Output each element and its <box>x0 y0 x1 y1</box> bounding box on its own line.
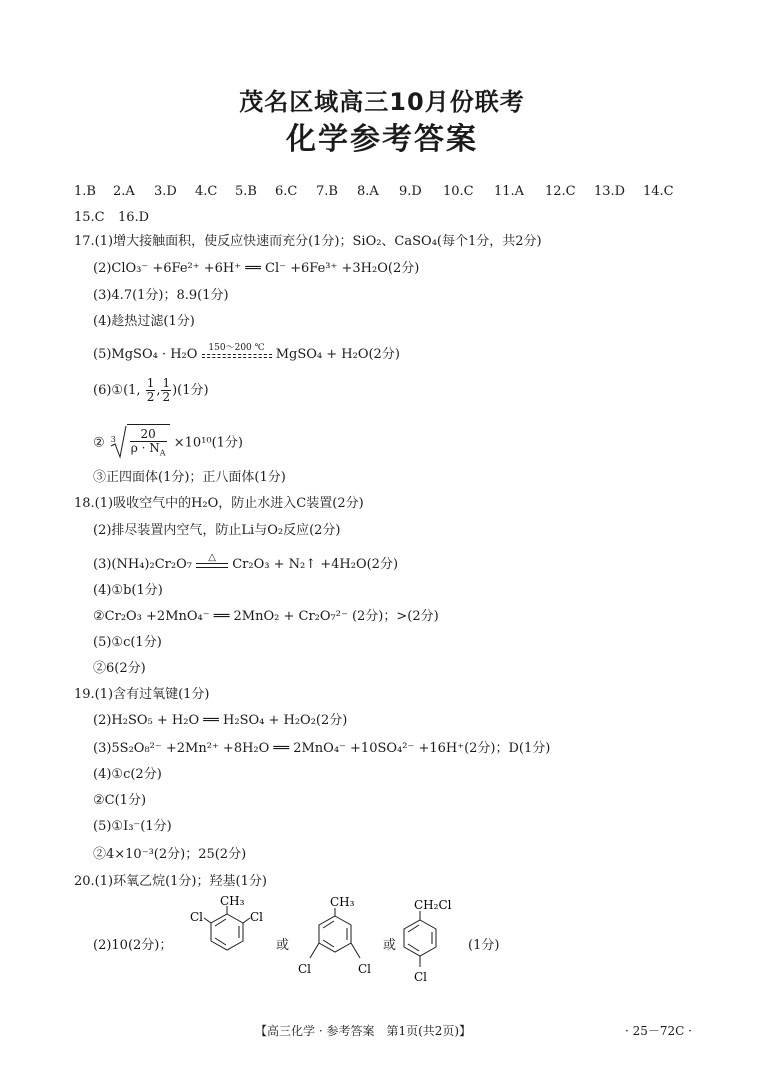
svg-text:CH₃: CH₃ <box>330 896 355 909</box>
choice-answer: 12.C <box>545 184 576 199</box>
q19-line2: (2)H₂SO₅ + H₂O ══ H₂SO₄ + H₂O₂(2分) <box>93 713 348 728</box>
footer-page-info: 【高三化学 · 参考答案 第1页(共2页)】 <box>255 1024 472 1038</box>
choice-answer: 3.D <box>154 184 177 199</box>
svg-text:Cl: Cl <box>298 962 312 976</box>
svg-text:Cl: Cl <box>250 910 264 924</box>
q19-line3: (3)5S₂O₈²⁻ +2Mn²⁺ +8H₂O ══ 2MnO₄⁻ +10SO₄²⁻ +16H⁺(2分)；D(1分) <box>93 741 551 756</box>
half-fraction: $\frac{1}{2}$ <box>162 376 171 404</box>
choice-answer: 2.A <box>113 184 135 199</box>
svg-text:Cl: Cl <box>190 910 204 924</box>
page-subtitle: 化学参考答案 <box>286 122 478 157</box>
q17-line4: (4)趁热过滤(1分) <box>93 314 195 329</box>
choice-answer: 8.A <box>357 184 379 199</box>
q20-line2-pre: (2)10(2分)； <box>93 938 173 953</box>
choice-answer: 9.D <box>399 184 422 199</box>
choice-answer: 16.D <box>118 210 150 225</box>
svg-text:Cl: Cl <box>358 962 372 976</box>
q17-line3: (3)4.7(1分)；8.9(1分) <box>93 288 229 303</box>
chlorobenzyl-chloride-structure <box>394 896 474 990</box>
q17-line5-right: MgSO₄ + H₂O(2分) <box>275 347 400 362</box>
choice-answer: 10.C <box>443 184 474 199</box>
choice-answer: 11.A <box>494 184 525 199</box>
q19-line4: (4)①c(2分) <box>93 767 162 782</box>
q17-line5-condition: 150～200 ℃ <box>208 342 265 353</box>
q18-line1: 18.(1)吸收空气中的H₂O，防止水进入C装置(2分) <box>74 496 364 511</box>
choice-answer: 6.C <box>275 184 298 199</box>
svg-text:Cl: Cl <box>414 970 428 984</box>
radical-sign-icon <box>109 424 129 460</box>
reaction-condition-arrow <box>202 342 272 362</box>
q18-line6: (5)①c(1分) <box>93 635 162 650</box>
q18-line4: (4)①b(1分) <box>93 583 163 598</box>
heat-condition: △ <box>208 551 216 563</box>
svg-text:CH₂Cl: CH₂Cl <box>414 898 452 912</box>
choice-answer: 5.B <box>235 184 257 199</box>
choice-answer: 4.C <box>195 184 218 199</box>
heat-arrow <box>196 551 228 572</box>
half-fraction: $\frac{1}{2}$ <box>146 376 155 404</box>
q19-line5: ②C(1分) <box>93 793 147 808</box>
dichlorotoluene-structure-2 <box>290 896 380 982</box>
q17-line6-pre: (6)①(1, <box>93 383 141 398</box>
cube-root: 3 $\frac{20}{\rho \cdot N_A}$ <box>109 424 170 462</box>
choice-answer: 15.C <box>74 210 105 225</box>
page-title: 茂名区域高三10月份联考 <box>239 88 525 116</box>
q17-line5 <box>93 342 400 364</box>
q17-line6-post: )(1分) <box>172 383 209 398</box>
q18-line3: (3)(NH₄)₂Cr₂O₇ △ Cr₂O₃ + N₂↑ +4H₂O(2分) <box>93 556 398 574</box>
q17-line7-post: ×10¹⁰(1分) <box>173 435 243 451</box>
q18-line7: ②6(2分) <box>93 661 146 676</box>
q17-line6: (6)①(1, $\frac{1}{2}$ , $\frac{1}{2}$ )(1分) <box>93 376 209 404</box>
dichlorotoluene-structure-1 <box>182 896 272 976</box>
q17-line2: (2)ClO₃⁻ +6Fe²⁺ +6H⁺ ══ Cl⁻ +6Fe³⁺ +3H₂O(2分) <box>93 261 420 276</box>
choice-answer: 14.C <box>643 184 674 199</box>
q19-line6: (5)①I₃⁻(1分) <box>93 819 172 834</box>
q20-line1: 20.(1)环氧乙烷(1分)；羟基(1分) <box>74 874 267 889</box>
q18-line5: ②Cr₂O₃ +2MnO₄⁻ ══ 2MnO₂ + Cr₂O₇²⁻ (2分)；>(2分) <box>93 609 439 624</box>
choice-answer: 1.B <box>74 184 96 199</box>
q19-line7: ②4×10⁻³(2分)；25(2分) <box>93 847 247 862</box>
q20-or-1: 或 <box>276 938 290 953</box>
q17-line7: ② 3 $\frac{20}{\rho \cdot N_A}$ ×10¹⁰(1分) <box>93 424 243 462</box>
svg-text:CH₃: CH₃ <box>220 896 245 908</box>
q19-line1: 19.(1)含有过氧键(1分) <box>74 687 210 702</box>
q17-line5-left: (5)MgSO₄ · H₂O <box>93 347 198 362</box>
footer-code: · 25－72C · <box>625 1024 692 1038</box>
q17-line8: ③正四面体(1分)；正八面体(1分) <box>93 470 286 485</box>
choice-answer: 13.D <box>594 184 626 199</box>
q17-line1: 17.(1)增大接触面积，使反应快速而充分(1分)；SiO₂、CaSO₄(每个1分，共2分) <box>74 234 542 249</box>
choice-answer: 7.B <box>316 184 338 199</box>
q18-line2: (2)排尽装置内空气，防止Li与O₂反应(2分) <box>93 523 341 538</box>
q20-line2-post: (1分) <box>468 938 500 953</box>
q20-or-2: 或 <box>383 938 397 953</box>
